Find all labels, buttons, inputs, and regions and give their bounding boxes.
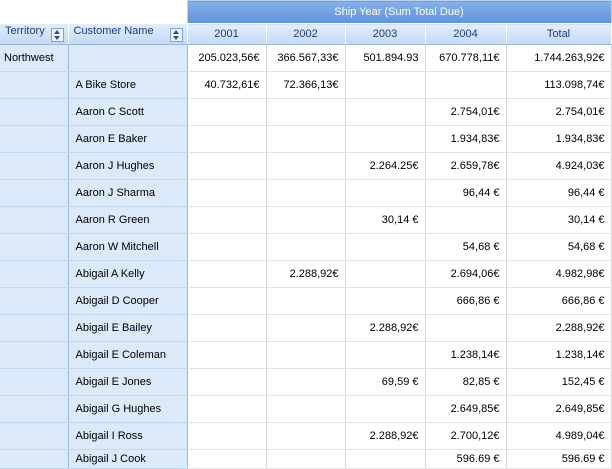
row-customer[interactable]: Aaron J Sharma — [68, 180, 187, 207]
cell-total: 666,86 € — [506, 288, 611, 315]
cell-2001 — [187, 315, 266, 342]
cell-total: 2.754,01€ — [506, 99, 611, 126]
table-row — [0, 369, 611, 396]
cell-total: 113.098,74€ — [506, 72, 611, 99]
cell-2002 — [266, 396, 345, 423]
measure-title-row — [0, 1, 611, 24]
cell-2002 — [266, 153, 345, 180]
cell-total: 30,14 € — [506, 207, 611, 234]
cell-total: 96,44 € — [506, 180, 611, 207]
cell-2002 — [266, 450, 345, 469]
row-territory[interactable]: Northwest — [0, 45, 68, 72]
cell-2003 — [345, 261, 425, 288]
cell-2003: 2.288,92€ — [345, 423, 425, 450]
cell-2003 — [345, 126, 425, 153]
column-header-row — [0, 24, 611, 45]
header-corner-blank — [0, 1, 187, 24]
row-customer[interactable]: Abigail E Coleman — [68, 342, 187, 369]
table-row — [0, 207, 611, 234]
column-header-2004[interactable]: 2004 — [425, 24, 506, 45]
table-row — [0, 126, 611, 153]
cell-2003: 501.894.93 — [345, 45, 425, 72]
cell-2001 — [187, 180, 266, 207]
cell-total: 1.934,83€ — [506, 126, 611, 153]
cell-2001 — [187, 99, 266, 126]
cell-2001 — [187, 153, 266, 180]
column-header-2002[interactable]: 2002 — [266, 24, 345, 45]
row-customer[interactable]: Abigail E Bailey — [68, 315, 187, 342]
row-customer[interactable]: Aaron W Mitchell — [68, 234, 187, 261]
cell-2003: 30,14 € — [345, 207, 425, 234]
row-customer[interactable]: Abigail A Kelly — [68, 261, 187, 288]
cell-2004: 2.649,85€ — [425, 396, 506, 423]
row-territory[interactable] — [0, 234, 68, 261]
row-territory[interactable] — [0, 396, 68, 423]
table-row — [0, 234, 611, 261]
table-row — [0, 450, 611, 469]
cell-total: 2.649,85€ — [506, 396, 611, 423]
cell-2001 — [187, 261, 266, 288]
cell-2003 — [345, 99, 425, 126]
cell-2004: 82,85 € — [425, 369, 506, 396]
table-row — [0, 153, 611, 180]
row-customer[interactable]: Abigail G Hughes — [68, 396, 187, 423]
cell-2002: 366.567,33€ — [266, 45, 345, 72]
cell-2002 — [266, 180, 345, 207]
cell-2003 — [345, 72, 425, 99]
cell-2001 — [187, 126, 266, 153]
cell-2002 — [266, 99, 345, 126]
row-customer[interactable]: Abigail D Cooper — [68, 288, 187, 315]
row-territory[interactable] — [0, 126, 68, 153]
row-territory[interactable] — [0, 450, 68, 469]
row-customer[interactable]: A Bike Store — [68, 72, 187, 99]
cell-total: 1.238,14€ — [506, 342, 611, 369]
cell-2001 — [187, 342, 266, 369]
row-territory[interactable] — [0, 72, 68, 99]
cell-2004: 1.934,83€ — [425, 126, 506, 153]
cell-2002 — [266, 342, 345, 369]
column-header-total[interactable]: Total — [506, 24, 611, 45]
sort-updown-icon[interactable] — [170, 28, 183, 42]
row-customer[interactable]: Abigail J Cook — [68, 450, 187, 469]
cell-total: 2.288,92€ — [506, 315, 611, 342]
table-row — [0, 99, 611, 126]
cell-2003 — [345, 450, 425, 469]
column-header-2003[interactable]: 2003 — [345, 24, 425, 45]
table-row — [0, 342, 611, 369]
table-row — [0, 396, 611, 423]
table-header — [0, 1, 611, 45]
field-header-customer-name[interactable] — [68, 24, 187, 45]
cell-2004: 2.659,78€ — [425, 153, 506, 180]
cell-2003 — [345, 180, 425, 207]
cell-2003: 2.264.25€ — [345, 153, 425, 180]
cell-2002: 72.366,13€ — [266, 72, 345, 99]
cell-2002 — [266, 423, 345, 450]
row-customer[interactable]: Aaron E Baker — [68, 126, 187, 153]
cell-2002 — [266, 234, 345, 261]
cell-2004: 666,86 € — [425, 288, 506, 315]
cell-2004: 670.778,11€ — [425, 45, 506, 72]
cell-2003 — [345, 342, 425, 369]
cell-2004: 2.694,06€ — [425, 261, 506, 288]
sort-updown-icon[interactable] — [51, 28, 64, 42]
field-header-territory-label: Territory — [5, 25, 45, 38]
cell-2001 — [187, 234, 266, 261]
row-territory[interactable] — [0, 423, 68, 450]
field-header-territory[interactable] — [0, 24, 68, 45]
cell-2002 — [266, 126, 345, 153]
field-header-customer-name-label: Customer Name — [73, 25, 154, 38]
cell-2002 — [266, 288, 345, 315]
row-territory[interactable] — [0, 261, 68, 288]
cell-2003 — [345, 396, 425, 423]
column-header-2001[interactable]: 2001 — [187, 24, 266, 45]
cell-2003: 69,59 € — [345, 369, 425, 396]
cell-2004: 1.238,14€ — [425, 342, 506, 369]
cell-2004 — [425, 207, 506, 234]
table-row — [0, 45, 611, 72]
cell-2002 — [266, 315, 345, 342]
cell-total: 596.69 € — [506, 450, 611, 469]
cell-2003: 2.288,92€ — [345, 315, 425, 342]
cell-2001: 205.023,56€ — [187, 45, 266, 72]
row-territory[interactable] — [0, 153, 68, 180]
table-row — [0, 423, 611, 450]
cell-2002 — [266, 369, 345, 396]
cell-2004: 2.700,12€ — [425, 423, 506, 450]
cell-2003 — [345, 288, 425, 315]
cell-2001 — [187, 396, 266, 423]
row-customer[interactable]: Abigail I Ross — [68, 423, 187, 450]
measure-title: Ship Year (Sum Total Due) — [187, 1, 611, 24]
cell-2004: 2.754,01€ — [425, 99, 506, 126]
cell-total: 4.924,03€ — [506, 153, 611, 180]
row-territory[interactable] — [0, 99, 68, 126]
row-customer[interactable]: Aaron R Green — [68, 207, 187, 234]
cell-2001: 40.732,61€ — [187, 72, 266, 99]
cell-2001 — [187, 288, 266, 315]
row-customer[interactable]: Aaron J Hughes — [68, 153, 187, 180]
row-territory[interactable] — [0, 369, 68, 396]
cell-total: 54,68 € — [506, 234, 611, 261]
cell-total: 152,45 € — [506, 369, 611, 396]
cell-2002 — [266, 207, 345, 234]
table-row — [0, 72, 611, 99]
cell-2003 — [345, 234, 425, 261]
table-row — [0, 315, 611, 342]
cell-total: 1.744.263,92€ — [506, 45, 611, 72]
row-customer[interactable] — [68, 45, 187, 72]
cell-2001 — [187, 450, 266, 469]
row-customer[interactable]: Aaron C Scott — [68, 99, 187, 126]
row-territory[interactable] — [0, 315, 68, 342]
table-row — [0, 261, 611, 288]
row-territory[interactable] — [0, 288, 68, 315]
cell-total: 4.989,04€ — [506, 423, 611, 450]
row-customer[interactable]: Abigail E Jones — [68, 369, 187, 396]
cell-2001 — [187, 369, 266, 396]
cell-2001 — [187, 423, 266, 450]
row-territory[interactable] — [0, 180, 68, 207]
cell-2004: 54,68 € — [425, 234, 506, 261]
cell-2001 — [187, 207, 266, 234]
row-territory[interactable] — [0, 207, 68, 234]
cell-2004 — [425, 315, 506, 342]
cell-2004: 96,44 € — [425, 180, 506, 207]
cell-2004 — [425, 72, 506, 99]
row-territory[interactable] — [0, 342, 68, 369]
table-row — [0, 180, 611, 207]
table-row — [0, 288, 611, 315]
cell-2004: 596.69 € — [425, 450, 506, 469]
cell-2002: 2.288,92€ — [266, 261, 345, 288]
cell-total: 4.982,98€ — [506, 261, 611, 288]
table-body — [0, 45, 611, 469]
